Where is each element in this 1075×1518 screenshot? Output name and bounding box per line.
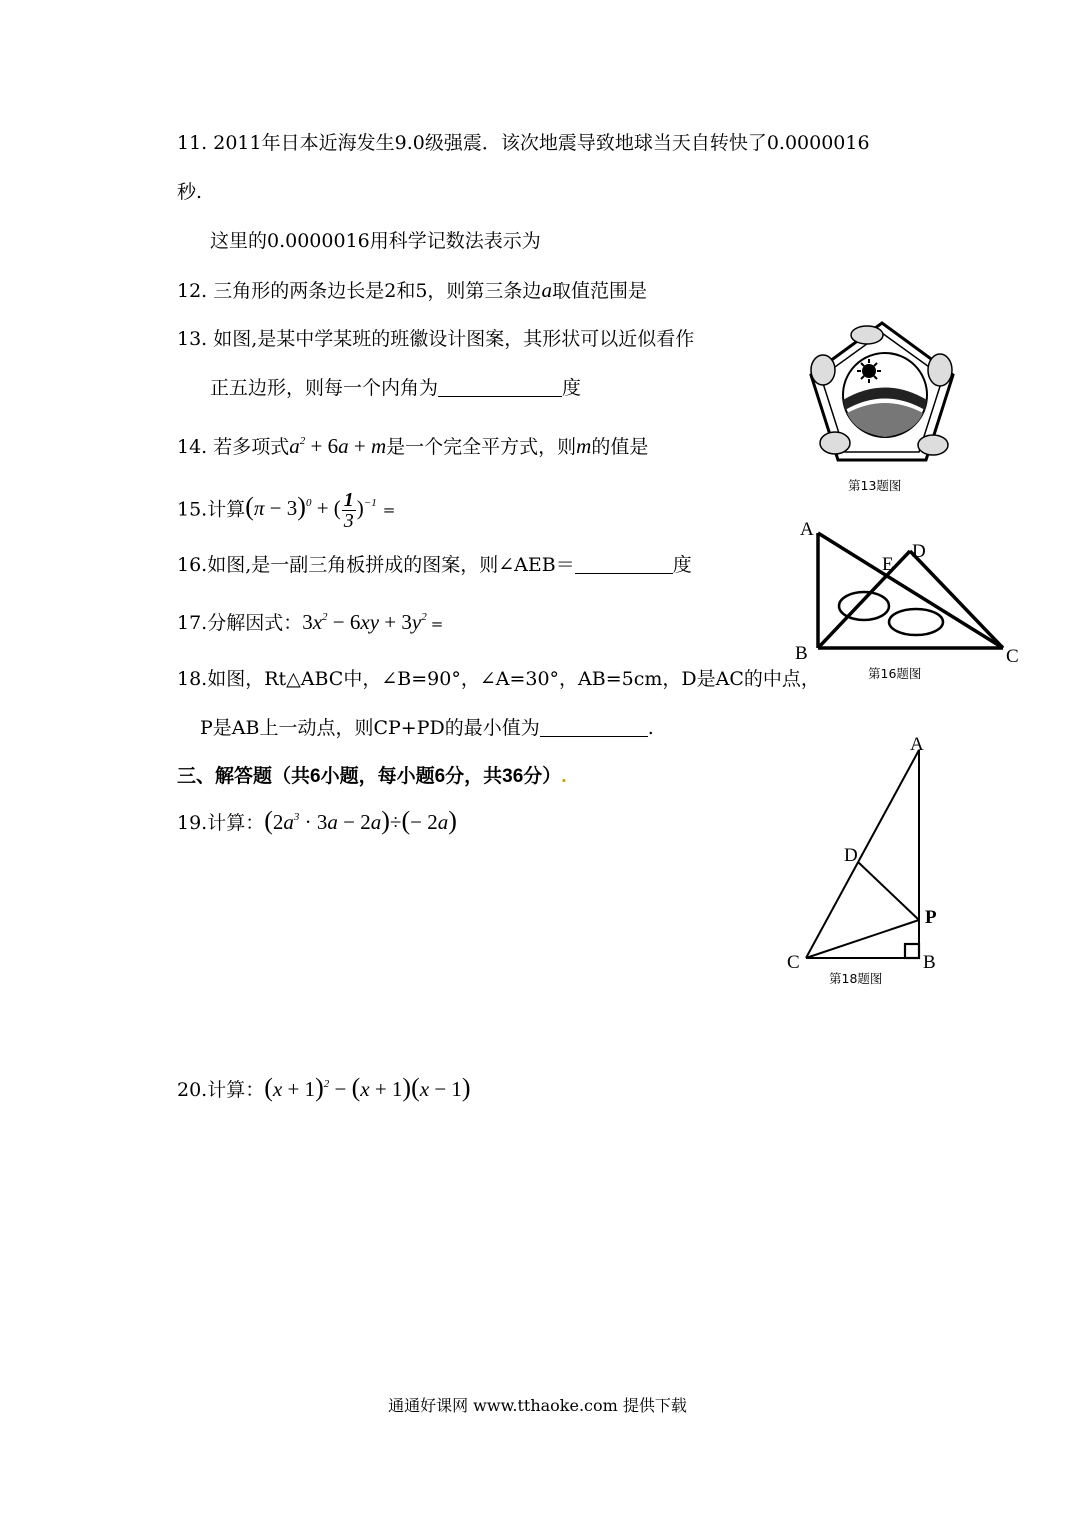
fig16-label-c: C — [1006, 646, 1019, 667]
q14-tail: 的值是 — [591, 436, 649, 458]
q19-formula: $(2a^3 \cdot 3a - 2a)\div(- 2a)$ — [264, 806, 457, 835]
q12-tail: 取值范围是 — [551, 280, 647, 302]
fig18-triangle — [780, 730, 950, 975]
q13-line1: 13. 如图,是某中学某班的班徽设计图案，其形状可以近似看作 — [177, 328, 695, 350]
q14-var: m — [576, 434, 592, 458]
section3-title-text: 三、解答题（共6小题，每小题6分，共36分） — [177, 766, 562, 787]
q20 — [177, 1073, 471, 1105]
fig18-label-d: D — [844, 845, 858, 866]
fig16-label-b: B — [795, 643, 808, 664]
q16 — [177, 553, 692, 577]
q15-formula: $(\pi - 3)^0$ + ( $\frac{1}{3}$ )$^{-1}$ — [245, 489, 377, 532]
q11-line1: 11. 2011年日本近海发生9.0级强震．该次地震导致地球当天自转快了0.0000016 — [177, 132, 870, 154]
q13-unit: 度 — [562, 377, 582, 399]
fig13-caption: 第13题图 — [848, 478, 902, 493]
q16-text: 16.如图,是一副三角板拼成的图案，则∠AEB＝ — [177, 554, 575, 576]
q13-line2 — [210, 376, 581, 400]
q17-prefix: 17.分解因式： — [177, 612, 303, 634]
q14-prefix: 14. 若多项式 — [177, 436, 290, 458]
q20-prefix: 20.计算： — [177, 1079, 265, 1101]
q18-tail: . — [647, 717, 654, 739]
q12 — [177, 278, 647, 303]
q17-eq: = — [430, 615, 444, 633]
fig16-label-d: D — [912, 541, 926, 562]
q19 — [177, 806, 457, 838]
q12-text: 12. 三角形的两条边长是2和5，则第三条边 — [177, 280, 542, 302]
section3-title — [177, 765, 567, 789]
q16-unit: 度 — [672, 554, 692, 576]
fig18-label-p: P — [925, 907, 937, 928]
q14 — [177, 434, 648, 459]
q17-formula: $3x^2 - 6xy + 3y^2$ — [302, 610, 427, 634]
q15-prefix: 15.计算 — [177, 498, 246, 521]
q15 — [177, 490, 395, 540]
q13-text: 正五边形，则每一个内角为 — [210, 377, 439, 399]
section3-dot: . — [561, 766, 567, 787]
q14-formula: $a^2 + 6a + m$ — [289, 434, 387, 458]
fig16-label-a: A — [800, 519, 814, 540]
q16-answer-blank[interactable] — [575, 555, 673, 574]
fig18-caption: 第18题图 — [829, 971, 883, 986]
q18-line1: 18.如图，Rt△ABC中，∠B=90°，∠A=30°，AB=5cm，D是AC的中点， — [177, 668, 820, 690]
q18-answer-blank[interactable] — [540, 718, 648, 737]
q14-mid: 是一个完全平方式，则 — [386, 436, 577, 458]
q17 — [177, 610, 443, 636]
fig18-label-c: C — [787, 952, 800, 973]
q11-line2: 秒. — [177, 181, 203, 203]
fig13-badge-image — [805, 315, 960, 470]
q20-formula: $(x + 1)^2 - (x + 1)(x - 1)$ — [264, 1073, 471, 1102]
q12-var: a — [541, 278, 552, 302]
fig16-label-e: E — [882, 554, 894, 575]
fig18-label-b: B — [923, 952, 936, 973]
q11-line3: 这里的0.0000016用科学记数法表示为 — [210, 230, 541, 252]
q18-line2 — [200, 716, 654, 740]
fig16-caption: 第16题图 — [868, 666, 922, 681]
fig16-triangles — [790, 515, 1030, 670]
footer: 通通好课网 www.tthaoke.com 提供下载 — [388, 1396, 687, 1415]
q18-text: P是AB上一动点，则CP+PD的最小值为 — [200, 717, 540, 739]
q15-eq: = — [382, 501, 396, 520]
q13-answer-blank[interactable] — [438, 378, 562, 397]
q19-prefix: 19.计算： — [177, 812, 265, 834]
fig18-label-a: A — [910, 734, 924, 755]
